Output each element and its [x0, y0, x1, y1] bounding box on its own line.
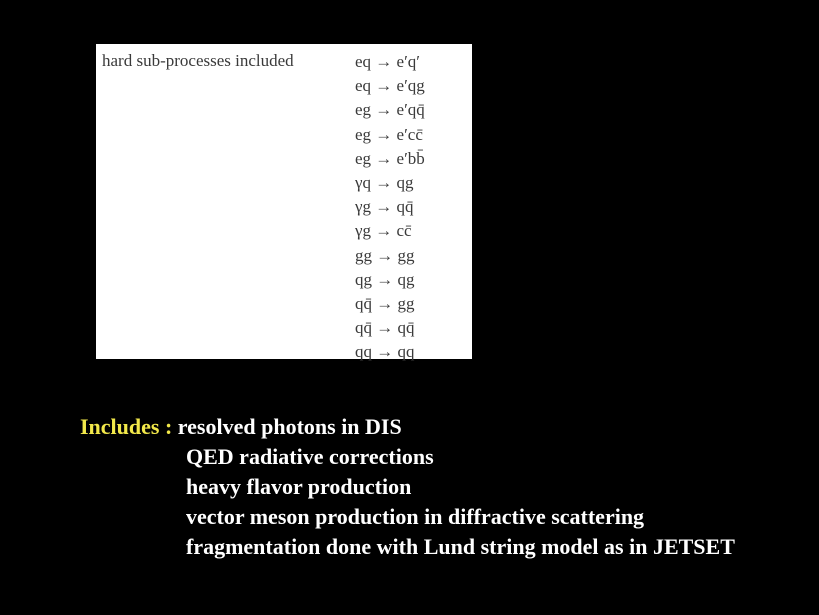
features-section	[80, 412, 735, 562]
process-item: eq → e′qg	[355, 76, 425, 96]
process-item: γq → qg	[355, 172, 414, 192]
feature-item: resolved photons in DIS	[177, 414, 402, 439]
feature-item: heavy flavor production	[186, 474, 412, 499]
table-header: hard sub-processes included	[102, 51, 294, 70]
process-item: eq → e′q′	[355, 52, 421, 71]
process-item: γg → cc̄	[355, 221, 412, 241]
process-item: eg → e′qq̄	[355, 100, 425, 120]
features-first-line	[80, 412, 735, 442]
feature-item: fragmentation done with Lund string model as in JETSET	[186, 534, 735, 559]
process-item: γg → qq̄	[355, 197, 414, 217]
process-item: eg → e′cc̄	[355, 124, 423, 144]
process-item: qq → qq	[355, 342, 415, 362]
process-item: qg → qg	[355, 269, 415, 289]
process-list	[355, 50, 425, 364]
features-label: Includes :	[80, 414, 173, 439]
process-item: gg → gg	[355, 245, 415, 265]
process-item: qq̄ → qq̄	[355, 318, 415, 338]
feature-item: QED radiative corrections	[186, 444, 434, 469]
process-item: qq̄ → gg	[355, 293, 415, 313]
process-item: eg → e′bb̄	[355, 148, 425, 168]
feature-item: vector meson production in diffractive scattering	[186, 504, 645, 529]
process-table	[96, 44, 472, 362]
